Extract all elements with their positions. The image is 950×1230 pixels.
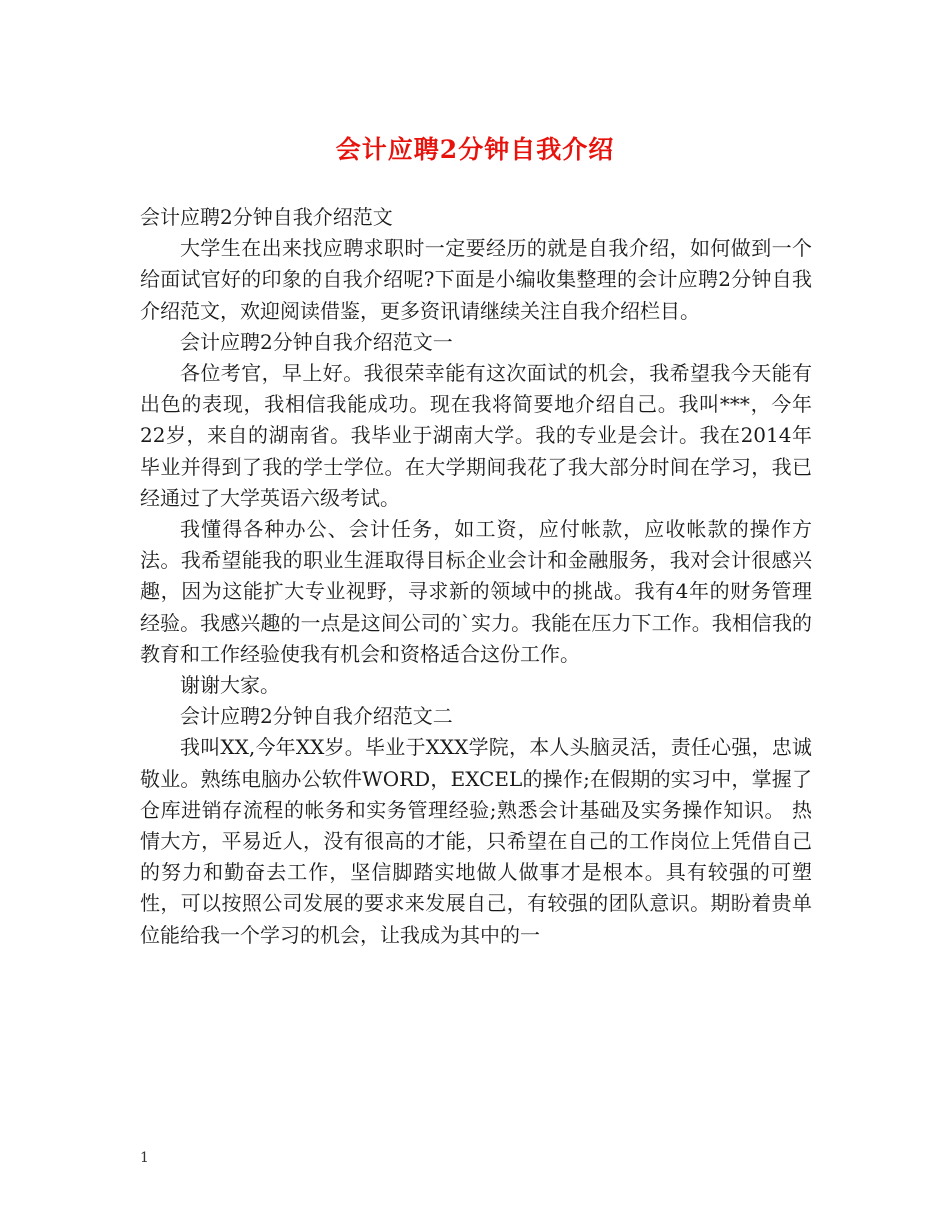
- paragraph: 各位考官，早上好。我很荣幸能有这次面试的机会，我希望我今天能有出色的表现，我相信我能成功。现在我将简要地介绍自己。我叫***，今年22岁，来自的湖南省。我毕业于湖南大学。我的专业是会计。我在2014年毕业并得到了我的学士学位。在大学期间我花了我大部分时间在学习，我已经通过了大学英语六级考试。: [140, 361, 812, 510]
- page-number: 1: [140, 1150, 149, 1166]
- section-heading: 会计应聘2分钟自我介绍范文二: [180, 704, 453, 729]
- document-body: [140, 202, 812, 951]
- paragraph: 我懂得各种办公、会计任务，如工资，应付帐款，应收帐款的操作方法。我希望能我的职业生涯取得目标企业会计和金融服务，我对会计很感兴趣，因为这能扩大专业视野，寻求新的领域中的挑战。我有4年的财务管理经验。我感兴趣的一点是这间公司的`实力。我能在压力下工作。我相信我的教育和工作经验使我有机会和资格适合这份工作。: [140, 517, 812, 666]
- paragraph: 大学生在出来找应聘求职时一定要经历的就是自我介绍，如何做到一个给面试官好的印象的自我介绍呢?下面是小编收集整理的会计应聘2分钟自我介绍范文，欢迎阅读借鉴，更多资讯请继续关注自我介绍栏目。: [140, 236, 812, 323]
- document-title: 会计应聘2分钟自我介绍: [335, 135, 615, 164]
- paragraph: 谢谢大家。: [180, 673, 280, 698]
- section-heading: 会计应聘2分钟自我介绍范文一: [180, 329, 453, 354]
- paragraph: 我叫XX,今年XX岁。毕业于XXX学院，本人头脑灵活，责任心强，忠诚敬业。熟练电脑办公软件WORD，EXCEL的操作;在假期的实习中，掌握了仓库进销存流程的帐务和实务管理经验;熟悉会计基础及实务操作知识。 热情大方，平易近人，没有很高的才能，只希望在自己的工作岗位上凭借自己的努力和勤奋去工作，坚信脚踏实地做人做事才是根本。具有较强的可塑性，可以按照公司发展的要求来发展自己，有较强的团队意识。期盼着贵单位能给我一个学习的机会，让我成为其中的一: [140, 735, 812, 947]
- paragraph: 会计应聘2分钟自我介绍范文: [140, 205, 393, 229]
